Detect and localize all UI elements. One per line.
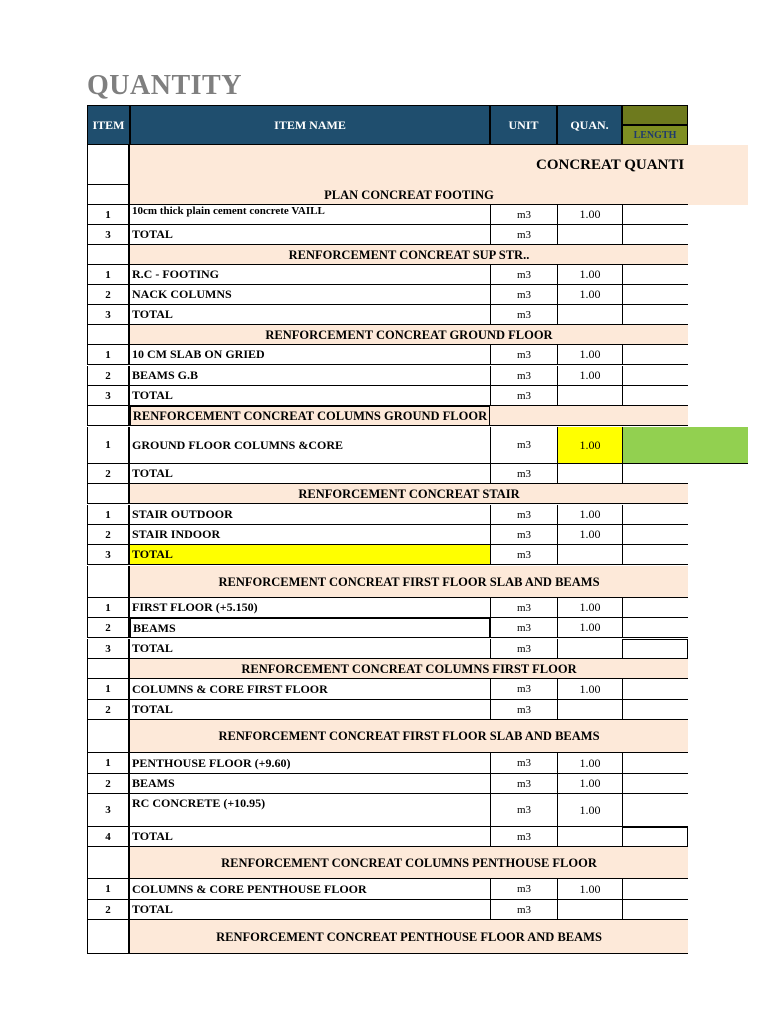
row-length xyxy=(622,753,688,774)
row-item-name: RC CONCRETE (+10.95) xyxy=(130,794,490,827)
row-quantity xyxy=(557,900,622,920)
row-unit: m3 xyxy=(490,618,557,638)
row-unit: m3 xyxy=(490,366,557,386)
row-quantity: 1.00 xyxy=(557,205,622,225)
row-total-label: TOTAL xyxy=(130,639,490,659)
row-length xyxy=(622,900,688,920)
row-total-label: TOTAL xyxy=(130,827,490,847)
row-item-name: BEAMS xyxy=(130,774,490,794)
section-item-cell xyxy=(87,406,130,426)
row-unit: m3 xyxy=(490,205,557,225)
row-item-name: 10 CM SLAB ON GRIED xyxy=(130,345,490,365)
row-item-number: 2 xyxy=(87,366,130,386)
row-unit: m3 xyxy=(490,827,557,847)
row-quantity: 1.00 xyxy=(557,679,622,700)
row-quantity: 1.00 xyxy=(557,879,622,900)
row-item-number: 2 xyxy=(87,900,130,920)
section-item-cell xyxy=(87,566,130,598)
row-total-label: TOTAL xyxy=(130,225,490,245)
row-item-number: 1 xyxy=(87,345,130,365)
row-item-number: 3 xyxy=(87,225,130,245)
header-item: ITEM xyxy=(87,105,130,145)
row-item-number: 1 xyxy=(87,879,130,900)
row-unit: m3 xyxy=(490,285,557,305)
row-unit: m3 xyxy=(490,464,557,484)
row-unit: m3 xyxy=(490,700,557,720)
row-length xyxy=(622,225,688,245)
row-item-number: 2 xyxy=(87,525,130,545)
row-item-name: PENTHOUSE FLOOR (+9.60) xyxy=(130,753,490,774)
section-title: RENFORCEMENT CONCREAT FIRST FLOOR SLAB AND BEAMS xyxy=(130,566,688,598)
section-item-cell xyxy=(87,659,130,679)
section-title: RENFORCEMENT CONCREAT COLUMNS FIRST FLOOR xyxy=(130,659,688,679)
row-item-number: 2 xyxy=(87,464,130,484)
row-item-name: R.C - FOOTING xyxy=(130,265,490,285)
row-item-name: FIRST FLOOR (+5.150) xyxy=(130,598,490,618)
row-length xyxy=(622,366,688,386)
row-unit: m3 xyxy=(490,879,557,900)
row-total-label: TOTAL xyxy=(130,900,490,920)
row-unit: m3 xyxy=(490,225,557,245)
header-olive-block xyxy=(622,105,688,125)
row-quantity: 1.00 xyxy=(557,618,622,638)
row-length xyxy=(622,598,688,618)
row-unit: m3 xyxy=(490,753,557,774)
row-quantity: 1.00 xyxy=(557,366,622,386)
row-unit: m3 xyxy=(490,386,557,406)
row-unit: m3 xyxy=(490,639,557,659)
row-unit: m3 xyxy=(490,545,557,565)
section-item-cell xyxy=(87,720,130,753)
section-item-cell xyxy=(87,185,130,205)
row-item-number: 2 xyxy=(87,618,130,638)
section-item-cell xyxy=(87,325,130,345)
section-title-filler xyxy=(490,406,688,426)
row-length xyxy=(622,285,688,305)
row-item-number: 1 xyxy=(87,598,130,618)
row-quantity: 1.00 xyxy=(557,345,622,365)
row-item-number: 4 xyxy=(87,827,130,847)
row-quantity: 1.00 xyxy=(557,753,622,774)
page-title: QUANTITY xyxy=(87,70,242,101)
row-unit: m3 xyxy=(490,900,557,920)
row-quantity: 1.00 xyxy=(557,505,622,525)
row-total-label: TOTAL xyxy=(130,305,490,325)
row-length xyxy=(622,639,688,659)
row-item-name: STAIR INDOOR xyxy=(130,525,490,545)
section-title: RENFORCEMENT CONCREAT GROUND FLOOR xyxy=(130,325,688,345)
row-quantity: 1.00 xyxy=(557,598,622,618)
row-item-name: GROUND FLOOR COLUMNS &CORE xyxy=(130,427,490,464)
row-unit: m3 xyxy=(490,794,557,827)
row-quantity xyxy=(557,464,622,484)
row-item-name: COLUMNS & CORE FIRST FLOOR xyxy=(130,679,490,700)
row-item-number: 1 xyxy=(87,505,130,525)
row-item-number: 2 xyxy=(87,700,130,720)
row-quantity xyxy=(557,639,622,659)
section-title: PLAN CONCREAT FOOTING xyxy=(130,185,688,205)
row-quantity: 1.00 xyxy=(557,265,622,285)
row-length xyxy=(622,700,688,720)
row-length xyxy=(622,505,688,525)
row-quantity xyxy=(557,386,622,406)
row-length xyxy=(622,679,688,700)
row-length xyxy=(622,464,688,484)
row-length xyxy=(622,386,688,406)
row-unit: m3 xyxy=(490,525,557,545)
row-item-number: 1 xyxy=(87,679,130,700)
section-item-cell xyxy=(87,920,130,954)
row-length xyxy=(622,774,688,794)
section-item-cell xyxy=(87,245,130,265)
row-quantity: 1.00 xyxy=(557,285,622,305)
banner-item-cell xyxy=(87,145,130,185)
row-length xyxy=(622,545,688,565)
row-length xyxy=(622,305,688,325)
row-length xyxy=(622,618,688,638)
row-item-name: 10cm thick plain cement concrete VAILL xyxy=(130,205,490,225)
row-item-number: 1 xyxy=(87,753,130,774)
section-title: RENFORCEMENT CONCREAT SUP STR.. xyxy=(130,245,688,265)
header-quan: QUAN. xyxy=(557,105,622,145)
row-quantity: 1.00 xyxy=(557,774,622,794)
row-item-number: 2 xyxy=(87,285,130,305)
row-unit: m3 xyxy=(490,305,557,325)
row-quantity xyxy=(557,700,622,720)
row-length xyxy=(622,525,688,545)
header-length: LENGTH xyxy=(622,125,688,145)
row-item-name: STAIR OUTDOOR xyxy=(130,505,490,525)
header-item-name: ITEM NAME xyxy=(130,105,490,145)
row-unit: m3 xyxy=(490,598,557,618)
row-item-name: COLUMNS & CORE PENTHOUSE FLOOR xyxy=(130,879,490,900)
row-length xyxy=(622,827,688,847)
row-item-number: 3 xyxy=(87,305,130,325)
row-item-number: 1 xyxy=(87,265,130,285)
row-item-number: 1 xyxy=(87,205,130,225)
row-item-number: 3 xyxy=(87,794,130,827)
row-item-number: 3 xyxy=(87,386,130,406)
row-unit: m3 xyxy=(490,427,557,464)
row-total-label: TOTAL xyxy=(130,700,490,720)
row-quantity xyxy=(557,305,622,325)
section-item-cell xyxy=(87,847,130,879)
row-total-label: TOTAL xyxy=(130,386,490,406)
row-length xyxy=(622,265,688,285)
row-length xyxy=(622,345,688,365)
row-quantity: 1.00 xyxy=(557,794,622,827)
row-quantity xyxy=(557,225,622,245)
section-title: RENFORCEMENT CONCREAT STAIR xyxy=(130,484,688,504)
row-length xyxy=(622,794,688,827)
banner-text: CONCREAT QUANTI xyxy=(536,157,685,173)
row-item-number: 3 xyxy=(87,545,130,565)
section-item-cell xyxy=(87,484,130,504)
row-quantity xyxy=(557,545,622,565)
row-total-label: TOTAL xyxy=(130,464,490,484)
row-item-number: 1 xyxy=(87,427,130,464)
row-quantity: 1.00 xyxy=(557,427,622,464)
row-item-number: 2 xyxy=(87,774,130,794)
row-item-name: BEAMS G.B xyxy=(130,366,490,386)
row-total-label: TOTAL xyxy=(130,545,490,565)
row-unit: m3 xyxy=(490,774,557,794)
section-title: RENFORCEMENT CONCREAT COLUMNS PENTHOUSE FLOOR xyxy=(130,847,688,879)
row-quantity xyxy=(557,827,622,847)
row-unit: m3 xyxy=(490,265,557,285)
row-length xyxy=(622,879,688,900)
row-item-name: NACK COLUMNS xyxy=(130,285,490,305)
section-title: RENFORCEMENT CONCREAT FIRST FLOOR SLAB AND BEAMS xyxy=(130,720,688,753)
row-unit: m3 xyxy=(490,345,557,365)
row-item-number: 3 xyxy=(87,639,130,659)
row-unit: m3 xyxy=(490,679,557,700)
section-title: RENFORCEMENT CONCREAT PENTHOUSE FLOOR AND BEAMS xyxy=(130,920,688,954)
row-length xyxy=(622,427,748,464)
row-quantity: 1.00 xyxy=(557,525,622,545)
row-unit: m3 xyxy=(490,505,557,525)
header-unit: UNIT xyxy=(490,105,557,145)
section-title: RENFORCEMENT CONCREAT COLUMNS GROUND FLOOR xyxy=(130,406,490,426)
row-item-name: BEAMS xyxy=(130,618,490,638)
row-length xyxy=(622,205,688,225)
